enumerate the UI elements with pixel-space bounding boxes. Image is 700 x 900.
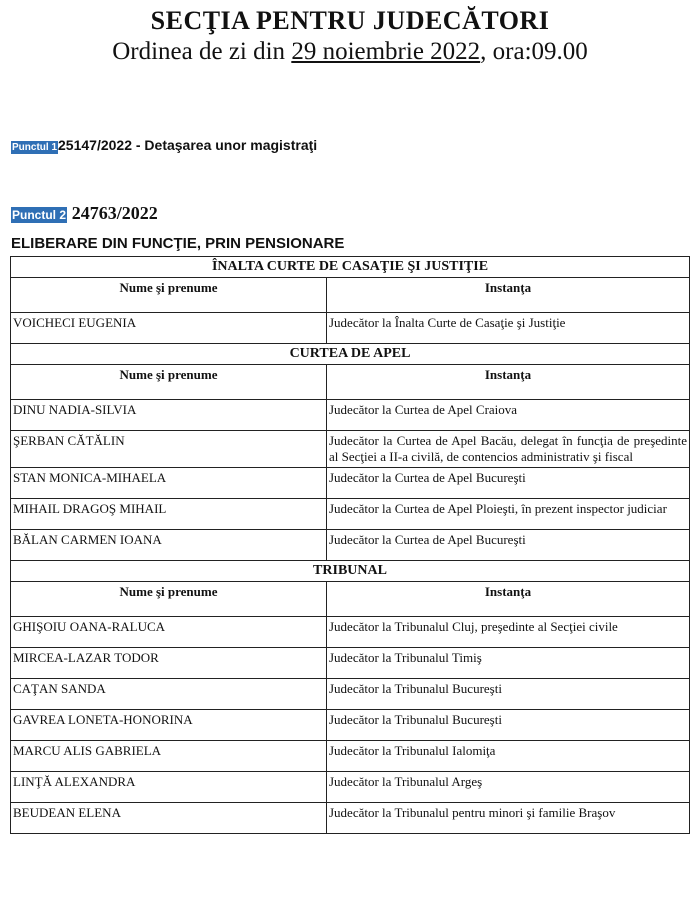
- judge-court: Judecător la Curtea de Apel Craiova: [327, 400, 690, 431]
- column-header-row: [11, 278, 690, 313]
- judge-name: BEUDEAN ELENA: [11, 803, 327, 834]
- judge-name: BĂLAN CARMEN IOANA: [11, 530, 327, 561]
- judge-court: Judecător la Curtea de Apel Bacău, delegat în funcţia de preşedinte al Secţiei a II-a civilă, de contencios administrativ şi fiscal: [327, 431, 690, 468]
- table-row: [11, 468, 690, 499]
- section-heading: ELIBERARE DIN FUNCŢIE, PRIN PENSIONARE: [11, 235, 345, 252]
- agenda-item-1: [11, 137, 317, 153]
- table-row: [11, 679, 690, 710]
- agenda-date: 29 noiembrie 2022: [291, 38, 481, 65]
- judge-name: MIHAIL DRAGOŞ MIHAIL: [11, 499, 327, 530]
- column-header-name: Nume şi prenume: [11, 582, 327, 617]
- judges-table: [10, 256, 690, 834]
- item-2-badge: Punctul 2: [12, 208, 67, 222]
- judge-name: CAŢAN SANDA: [11, 679, 327, 710]
- column-header-name: Nume şi prenume: [11, 278, 327, 313]
- judge-name: DINU NADIA-SILVIA: [11, 400, 327, 431]
- column-header-row: [11, 365, 690, 400]
- judge-court: Judecător la Tribunalul Bucureşti: [327, 679, 690, 710]
- judge-court: Judecător la Curtea de Apel Bucureşti: [327, 468, 690, 499]
- table-row: [11, 617, 690, 648]
- judge-court: Judecător la Curtea de Apel Ploieşti, în prezent inspector judiciar: [327, 499, 690, 530]
- table-row: [11, 530, 690, 561]
- table-row: [11, 431, 690, 468]
- table-row: [11, 499, 690, 530]
- column-header-court: Instanţa: [327, 278, 690, 313]
- column-header-court: Instanţa: [327, 365, 690, 400]
- table-row: [11, 648, 690, 679]
- agenda-subtitle: [0, 38, 700, 66]
- table-row: [11, 710, 690, 741]
- section-title: ÎNALTA CURTE DE CASAŢIE ŞI JUSTIŢIE: [11, 257, 690, 278]
- item-1-text: 25147/2022 - Detaşarea unor magistraţi: [58, 137, 318, 153]
- judge-name: VOICHECI EUGENIA: [11, 313, 327, 344]
- subtitle-prefix: Ordinea de zi din: [112, 38, 292, 65]
- item-1-badge: Punctul 1: [12, 142, 58, 153]
- table-row: [11, 772, 690, 803]
- column-header-court: Instanţa: [327, 582, 690, 617]
- section-tribunal: [11, 561, 690, 582]
- judge-court: Judecător la Tribunalul Bucureşti: [327, 710, 690, 741]
- judge-name: GHIŞOIU OANA-RALUCA: [11, 617, 327, 648]
- section-iccj: [11, 257, 690, 278]
- judge-court: Judecător la Tribunalul Timiş: [327, 648, 690, 679]
- judge-name: GAVREA LONETA-HONORINA: [11, 710, 327, 741]
- judge-name: LINŢĂ ALEXANDRA: [11, 772, 327, 803]
- table-row: [11, 313, 690, 344]
- section-title: CURTEA DE APEL: [11, 344, 690, 365]
- table-row: [11, 741, 690, 772]
- subtitle-suffix: , ora:09.00: [480, 38, 588, 65]
- agenda-item-2: [11, 203, 158, 224]
- judge-court: Judecător la Curtea de Apel Bucureşti: [327, 530, 690, 561]
- judge-court: Judecător la Tribunalul Ialomiţa: [327, 741, 690, 772]
- judge-court: Judecător la Tribunalul Argeş: [327, 772, 690, 803]
- column-header-name: Nume şi prenume: [11, 365, 327, 400]
- judge-court: Judecător la Înalta Curte de Casaţie şi Justiţie: [327, 313, 690, 344]
- judge-court: Judecător la Tribunalul Cluj, preşedinte al Secţiei civile: [327, 617, 690, 648]
- table-row: [11, 400, 690, 431]
- table-row: [11, 803, 690, 834]
- document-title: SECŢIA PENTRU JUDECĂTORI: [150, 6, 550, 35]
- judge-name: MIRCEA-LAZAR TODOR: [11, 648, 327, 679]
- judge-name: STAN MONICA-MIHAELA: [11, 468, 327, 499]
- column-header-row: [11, 582, 690, 617]
- judge-name: ŞERBAN CĂTĂLIN: [11, 431, 327, 468]
- section-curtea-de-apel: [11, 344, 690, 365]
- judge-court: Judecător la Tribunalul pentru minori şi familie Braşov: [327, 803, 690, 834]
- item-2-text: 24763/2022: [71, 203, 158, 223]
- judges-table-body: [11, 257, 690, 834]
- judge-name: MARCU ALIS GABRIELA: [11, 741, 327, 772]
- section-title: TRIBUNAL: [11, 561, 690, 582]
